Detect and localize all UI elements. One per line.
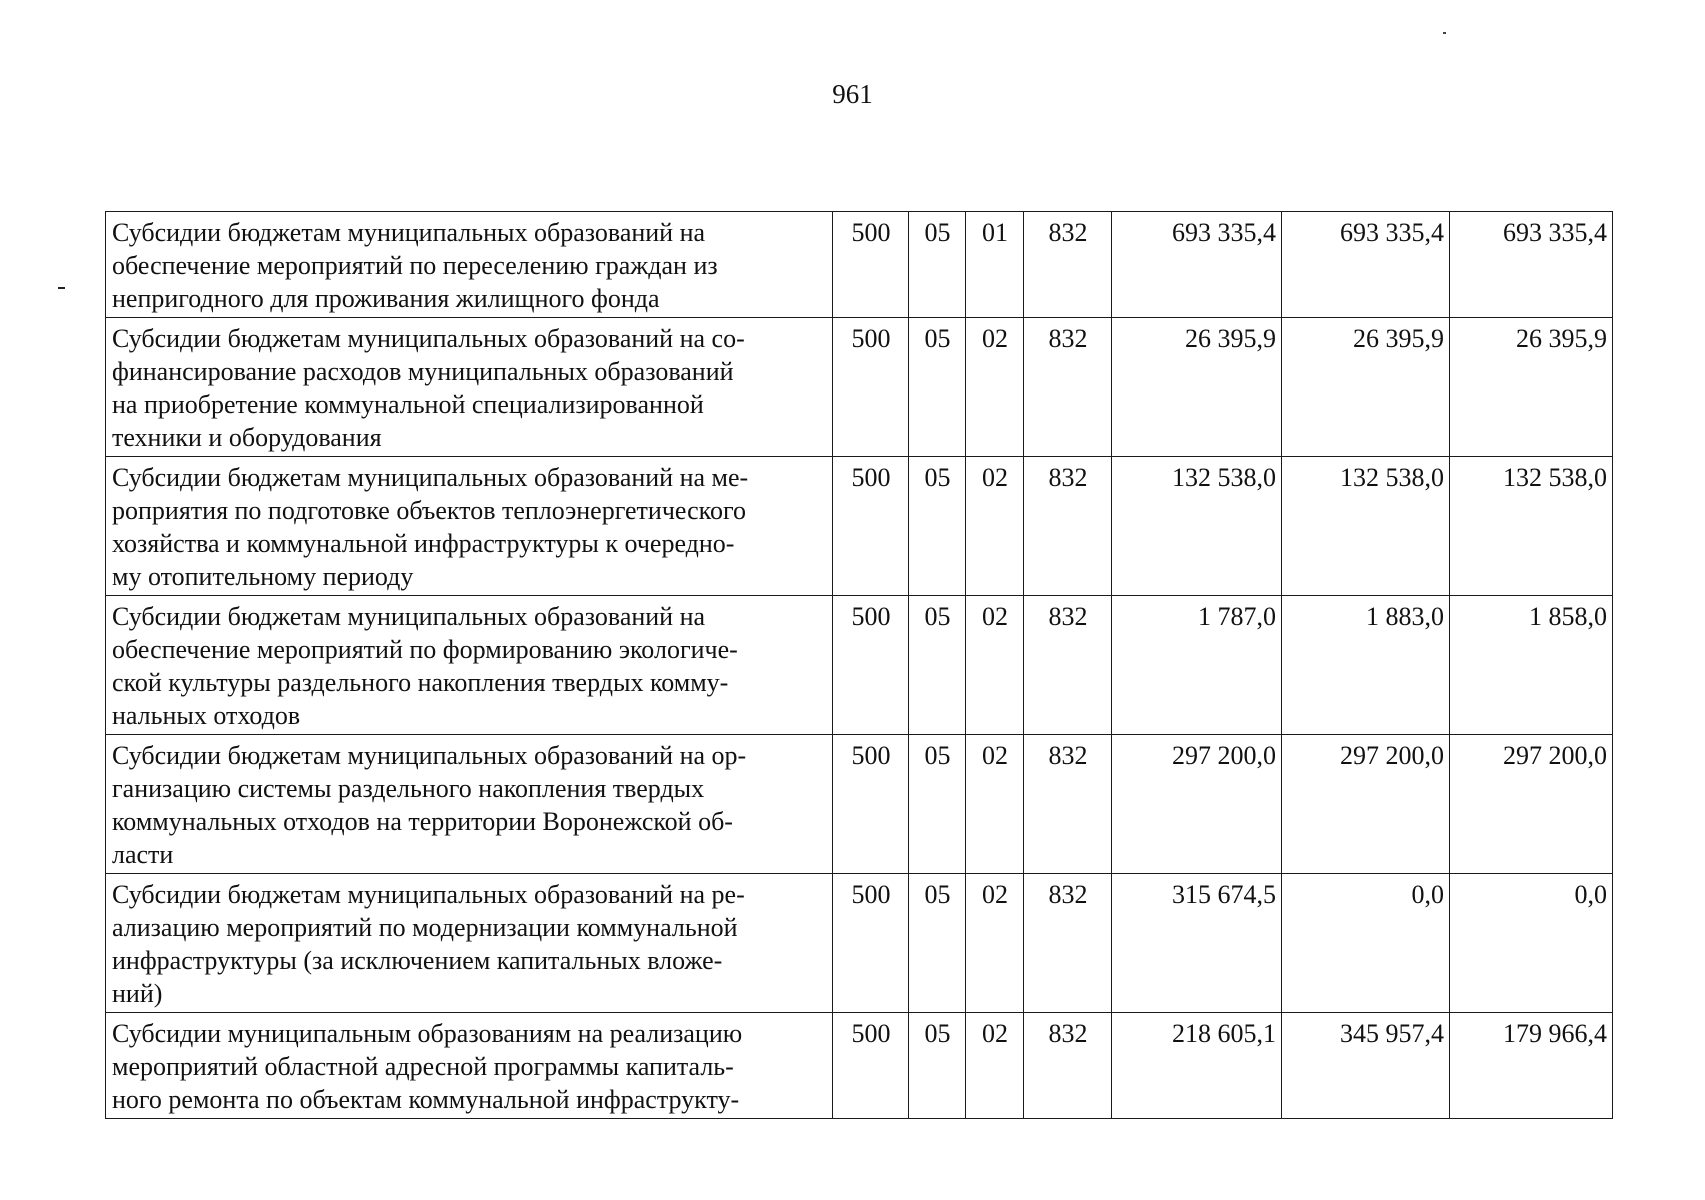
- pr-code: 05: [909, 874, 966, 1013]
- amount-year-1: 297 200,0: [1112, 735, 1282, 874]
- table-body: [106, 212, 1613, 1119]
- amount-year-1: 26 395,9: [1112, 318, 1282, 457]
- vr-code: 832: [1024, 1013, 1112, 1119]
- vr-code: 832: [1024, 318, 1112, 457]
- rz-code: 500: [833, 318, 909, 457]
- amount-year-3: 132 538,0: [1450, 457, 1613, 596]
- csr-code: 01: [966, 212, 1024, 318]
- rz-code: 500: [833, 735, 909, 874]
- amount-year-3: 179 966,4: [1450, 1013, 1613, 1119]
- page-number: 961: [832, 79, 873, 109]
- row-description: Субсидии бюджетам муниципальных образований на ре- ализацию мероприятий по модернизации коммунальной инфраструктуры (за исключением капитальных вложе- ний): [106, 874, 833, 1013]
- amount-year-1: 1 787,0: [1112, 596, 1282, 735]
- amount-year-3: 26 395,9: [1450, 318, 1613, 457]
- scan-artifact-mark: [1443, 32, 1446, 34]
- amount-year-1: 315 674,5: [1112, 874, 1282, 1013]
- pr-code: 05: [909, 735, 966, 874]
- row-description: Субсидии бюджетам муниципальных образований на ор- ганизацию системы раздельного накопления твердых коммунальных отходов на территории Воронежской об- ласти: [106, 735, 833, 874]
- amount-year-3: 297 200,0: [1450, 735, 1613, 874]
- vr-code: 832: [1024, 874, 1112, 1013]
- pr-code: 05: [909, 1013, 966, 1119]
- amount-year-2: 1 883,0: [1282, 596, 1450, 735]
- table-row: [106, 457, 1613, 596]
- table-row: [106, 1013, 1613, 1119]
- vr-code: 832: [1024, 457, 1112, 596]
- row-description: Субсидии бюджетам муниципальных образований на обеспечение мероприятий по формированию экологиче- ской культуры раздельного накопления твердых комму- нальных отходов: [106, 596, 833, 735]
- rz-code: 500: [833, 874, 909, 1013]
- row-description: Субсидии муниципальным образованиям на реализацию мероприятий областной адресной программы капиталь- ного ремонта по объектам коммунальной инфраструкту-: [106, 1013, 833, 1119]
- rz-code: 500: [833, 1013, 909, 1119]
- table-row: [106, 318, 1613, 457]
- amount-year-2: 297 200,0: [1282, 735, 1450, 874]
- row-description: Субсидии бюджетам муниципальных образований на со- финансирование расходов муниципальных образований на приобретение коммунальной специализированной техники и оборудования: [106, 318, 833, 457]
- vr-code: 832: [1024, 735, 1112, 874]
- vr-code: 832: [1024, 596, 1112, 735]
- csr-code: 02: [966, 874, 1024, 1013]
- amount-year-3: 0,0: [1450, 874, 1613, 1013]
- margin-dash-mark: [58, 287, 65, 289]
- table-row: [106, 735, 1613, 874]
- amount-year-3: 1 858,0: [1450, 596, 1613, 735]
- vr-code: 832: [1024, 212, 1112, 318]
- budget-table: [105, 211, 1613, 1119]
- csr-code: 02: [966, 735, 1024, 874]
- amount-year-2: 132 538,0: [1282, 457, 1450, 596]
- rz-code: 500: [833, 596, 909, 735]
- rz-code: 500: [833, 212, 909, 318]
- pr-code: 05: [909, 457, 966, 596]
- amount-year-1: 132 538,0: [1112, 457, 1282, 596]
- row-description: Субсидии бюджетам муниципальных образований на ме- роприятия по подготовке объектов теплоэнергетического хозяйства и коммунальной инфраструктуры к очередно- му отопительному периоду: [106, 457, 833, 596]
- pr-code: 05: [909, 318, 966, 457]
- table-row: [106, 596, 1613, 735]
- amount-year-2: 345 957,4: [1282, 1013, 1450, 1119]
- amount-year-2: 693 335,4: [1282, 212, 1450, 318]
- table-row: [106, 212, 1613, 318]
- csr-code: 02: [966, 596, 1024, 735]
- csr-code: 02: [966, 318, 1024, 457]
- amount-year-1: 693 335,4: [1112, 212, 1282, 318]
- amount-year-1: 218 605,1: [1112, 1013, 1282, 1119]
- table-row: [106, 874, 1613, 1013]
- rz-code: 500: [833, 457, 909, 596]
- amount-year-2: 26 395,9: [1282, 318, 1450, 457]
- amount-year-2: 0,0: [1282, 874, 1450, 1013]
- pr-code: 05: [909, 596, 966, 735]
- csr-code: 02: [966, 1013, 1024, 1119]
- pr-code: 05: [909, 212, 966, 318]
- row-description: Субсидии бюджетам муниципальных образований на обеспечение мероприятий по переселению граждан из непригодного для проживания жилищного фонда: [106, 212, 833, 318]
- amount-year-3: 693 335,4: [1450, 212, 1613, 318]
- csr-code: 02: [966, 457, 1024, 596]
